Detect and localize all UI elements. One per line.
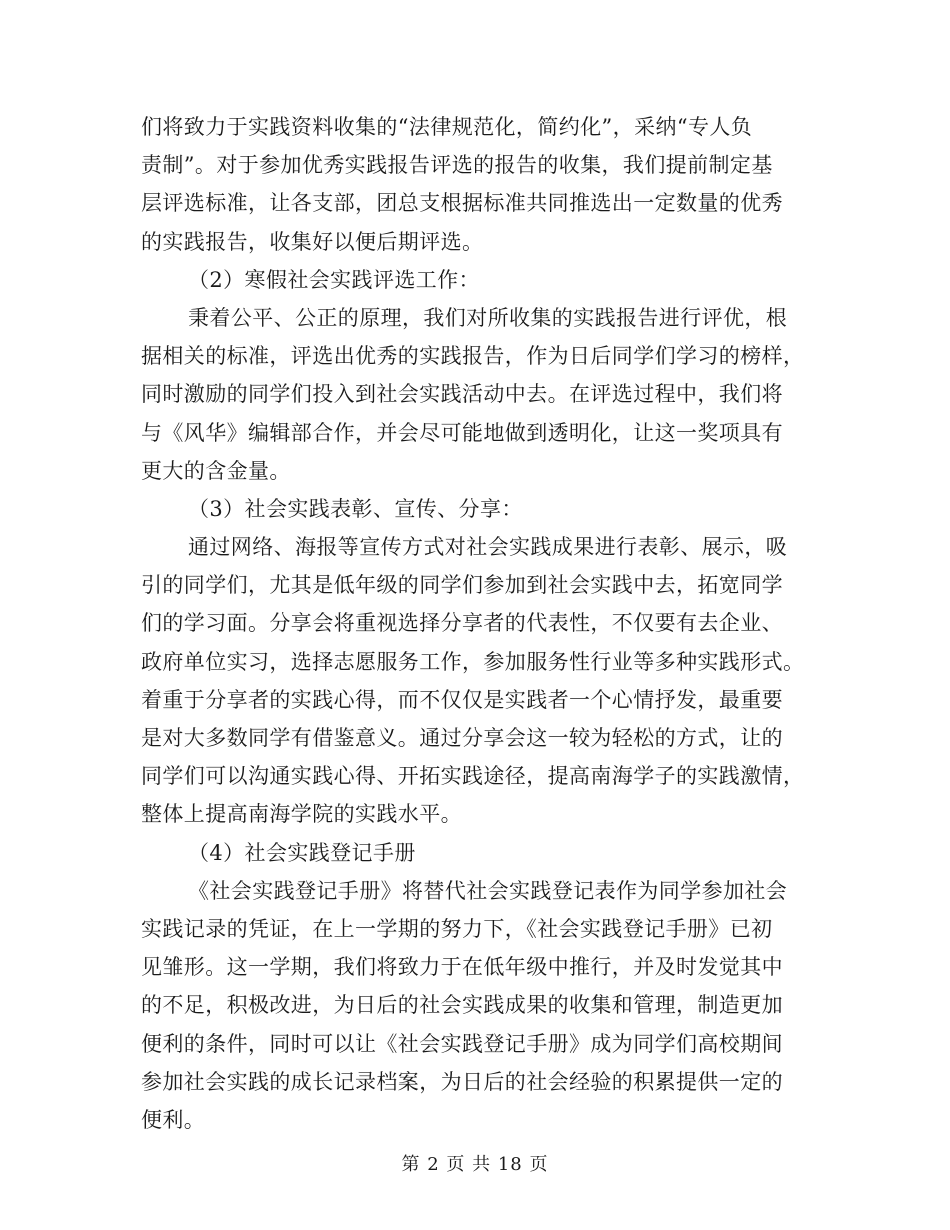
text-line: 与《风华》编辑部合作，并会尽可能地做到透明化，让这一奖项具有 (141, 420, 783, 445)
text-line: 层评选标准，让各支部，团总支根据标准共同推选出一定数量的优秀 (141, 191, 783, 216)
text-line: 更大的含金量。 (141, 458, 291, 483)
text-line: 引的同学们，尤其是低年级的同学们参加到社会实践中去，拓宽同学 (141, 573, 783, 598)
text-line: 的实践报告，收集好以便后期评选。 (141, 229, 484, 254)
text-line: 责制”。对于参加优秀实践报告评选的报告的收集，我们提前制定基 (141, 153, 773, 178)
page-number-footer: 第 2 页 共 18 页 (401, 1154, 549, 1175)
text-line: 参加社会实践的成长记录档案，为日后的社会经验的积累提供一定的 (141, 1069, 783, 1094)
text-line: 见雏形。这一学期，我们将致力于在低年级中推行，并及时发觉其中 (141, 955, 783, 980)
text-line: 们将致力于实践资料收集的“法律规范化，简约化”，采纳“专人负 (141, 115, 753, 139)
text-line: 整体上提高南海学院的实践水平。 (141, 802, 462, 827)
text-line: 便利的条件，同时可以让《社会实践登记手册》成为同学们高校期间 (141, 1031, 783, 1056)
section-heading: （2）寒假社会实践评选工作： (188, 267, 480, 292)
text-line: 同时激励的同学们投入到社会实践活动中去。在评选过程中，我们将 (141, 382, 783, 407)
text-line: 实践记录的凭证，在上一学期的努力下，《社会实践登记手册》已初 (141, 916, 773, 941)
text-line: 的不足，积极改进，为日后的社会实践成果的收集和管理，制造更加 (141, 993, 783, 1018)
text-line: 们的学习面。分享会将重视选择分享者的代表性，不仅要有去企业、 (141, 611, 783, 636)
document-body (141, 108, 809, 1139)
text-line: 着重于分享者的实践心得，而不仅仅是实践者一个心情抒发，最重要 (141, 687, 783, 712)
text-line: 是对大多数同学有借鉴意义。通过分享会这一较为轻松的方式，让的 (141, 726, 783, 750)
text-line: 政府单位实习，选择志愿服务工作，参加服务性行业等多种实践形式。 (141, 649, 805, 674)
text-line: 同学们可以沟通实践心得、开拓实践途径，提高南海学子的实践激情， (141, 764, 805, 789)
text-line: 《社会实践登记手册》将替代社会实践登记表作为同学参加社会 (188, 878, 788, 903)
text-line: 通过网络、海报等宣传方式对社会实践成果进行表彰、展示，吸 (188, 535, 788, 560)
section-heading: （3）社会实践表彰、宣传、分享： (188, 496, 523, 521)
text-line: 据相关的标准，评选出优秀的实践报告，作为日后同学们学习的榜样， (141, 344, 805, 369)
text-line: 便利。 (141, 1107, 206, 1132)
text-line: 秉着公平、公正的原理，我们对所收集的实践报告进行评优，根 (188, 305, 788, 330)
section-heading: （4）社会实践登记手册 (188, 840, 416, 865)
